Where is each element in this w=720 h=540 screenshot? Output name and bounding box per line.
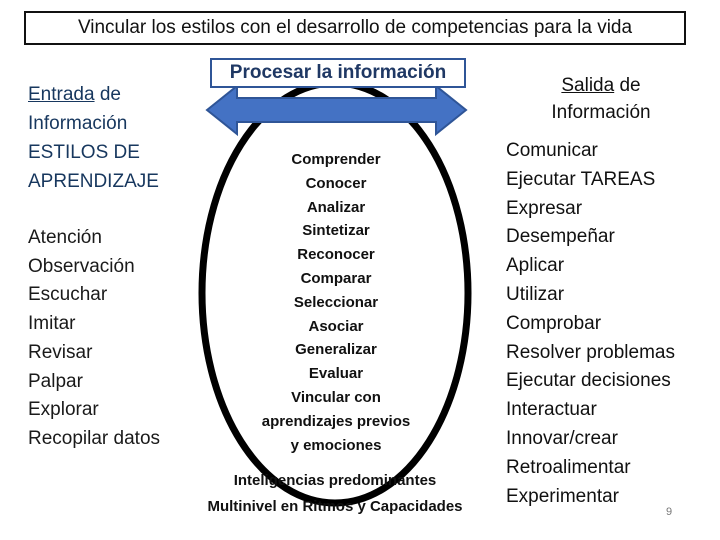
learning-styles-list [28,224,203,454]
output-heading-line2: Información [551,102,651,123]
intelligences-caption [168,468,502,520]
input-heading-line4: APRENDIZAJE [28,171,159,192]
list-item: Explorar [28,399,99,421]
list-item: Observación [28,255,135,277]
input-heading [28,80,203,196]
output-list [506,137,711,511]
list-item: Ejecutar TAREAS [506,168,656,190]
list-item: Atención [28,227,102,248]
list-item: Ejecutar decisiones [506,370,671,392]
list-item: Aplicar [506,255,565,277]
list-item: Palpar [28,370,83,392]
input-heading-underlined: Entrada [28,84,95,105]
output-heading-underlined: Salida [561,75,615,96]
list-item: Comprender [291,151,381,168]
list-item: Vincular con [291,388,381,406]
list-item: Analizar [306,198,366,216]
list-item: Expresar [506,197,583,219]
list-item: Comprobar [506,312,602,334]
list-item: Escuchar [28,284,108,306]
list-item: Imitar [28,313,76,335]
list-item: Utilizar [506,283,565,305]
list-item: Comunicar [506,140,598,161]
list-item: Experimentar [506,485,619,507]
slide-title: Vincular los estilos con el desarrollo de competencias para la vida [24,11,686,45]
input-column [28,80,203,454]
list-item: Resolver problemas [506,341,675,363]
list-item: Comparar [300,269,372,287]
process-list [220,148,452,457]
list-item: Desempeñar [506,226,615,248]
input-heading-line3: ESTILOS DE [28,142,140,163]
list-item: Sintetizar [302,222,370,240]
list-item: Reconocer [297,246,375,264]
caption-line2: Multinivel en Ritmos y Capacidades [207,498,463,515]
input-heading-rest: de [94,84,121,105]
list-item: Interactuar [506,399,597,421]
list-item: Innovar/crear [506,427,618,449]
list-item: Recopilar datos [28,427,161,449]
output-heading [520,72,682,126]
output-heading-rest: de [614,75,641,96]
list-item: Seleccionar [293,293,379,311]
list-item: Generalizar [295,341,377,359]
process-label: Procesar la información [210,58,466,88]
list-item: Asociar [308,317,364,335]
input-heading-line2: Información [28,113,128,134]
list-item: y emociones [290,436,382,454]
list-item: Retroalimentar [506,456,631,478]
list-item: aprendizajes previos [261,412,411,430]
list-item: Evaluar [308,365,364,383]
list-item: Conocer [305,174,367,192]
list-item: Revisar [28,341,93,363]
page-number: 9 [666,506,673,518]
caption-line1: Inteligencias predominantes [233,472,437,489]
double-headed-arrow [207,86,466,134]
